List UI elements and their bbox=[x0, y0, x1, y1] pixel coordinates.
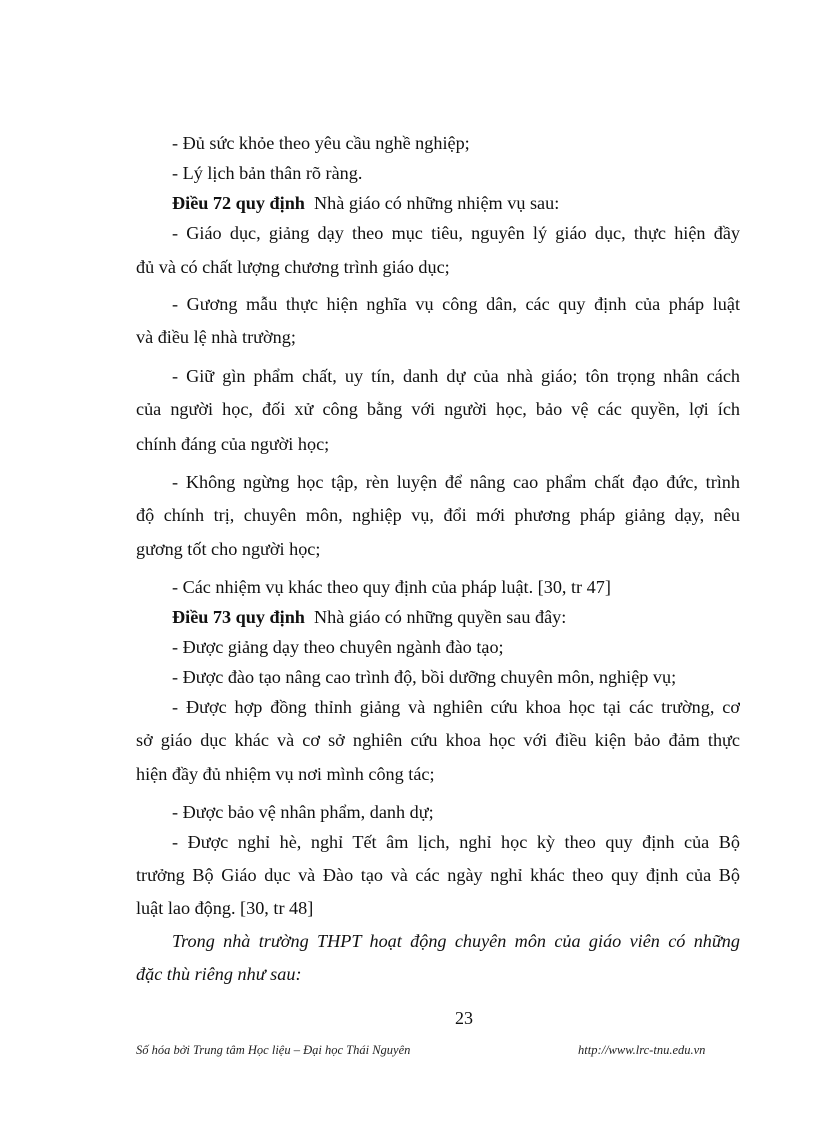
text-line: của người học, đối xử công bằng với người học, bảo vệ các quyền, lợi ích bbox=[136, 399, 740, 419]
article-73-text: Nhà giáo có những quyền sau đây: bbox=[314, 607, 567, 627]
text-line: chính đáng của người học; bbox=[136, 434, 330, 454]
text-line: - Đủ sức khỏe theo yêu cầu nghề nghiệp; bbox=[172, 133, 470, 153]
text-line: độ chính trị, chuyên môn, nghiệp vụ, đổi mới phương pháp giảng dạy, nêu bbox=[136, 505, 740, 525]
article-73-line bbox=[172, 606, 566, 628]
article-72-line bbox=[172, 192, 559, 214]
text-line: - Các nhiệm vụ khác theo quy định của pháp luật. [30, tr 47] bbox=[172, 577, 611, 597]
text-line: - Được bảo vệ nhân phẩm, danh dự; bbox=[172, 802, 434, 822]
text-line: - Được giảng dạy theo chuyên ngành đào tạo; bbox=[172, 637, 504, 657]
text-line: - Không ngừng học tập, rèn luyện để nâng cao phẩm chất đạo đức, trình bbox=[172, 472, 740, 492]
text-line: - Gương mẫu thực hiện nghĩa vụ công dân, các quy định của pháp luật bbox=[172, 294, 740, 314]
article-72-heading: Điều 72 quy định bbox=[172, 193, 305, 213]
text-line: - Được nghỉ hè, nghỉ Tết âm lịch, nghỉ học kỳ theo quy định của Bộ bbox=[172, 832, 740, 852]
text-line: gương tốt cho người học; bbox=[136, 539, 321, 559]
text-line: - Được đào tạo nâng cao trình độ, bồi dưỡng chuyên môn, nghiệp vụ; bbox=[172, 667, 677, 687]
text-line: hiện đầy đủ nhiệm vụ nơi mình công tác; bbox=[136, 764, 435, 784]
footer-credit: Số hóa bởi Trung tâm Học liệu – Đại học Thái Nguyên bbox=[136, 1043, 411, 1057]
article-72-text: Nhà giáo có những nhiệm vụ sau: bbox=[314, 193, 560, 213]
footer-url[interactable]: http://www.lrc-tnu.edu.vn bbox=[578, 1043, 706, 1057]
text-line: - Giữ gìn phẩm chất, uy tín, danh dự của nhà giáo; tôn trọng nhân cách bbox=[172, 366, 740, 386]
text-line: trưởng Bộ Giáo dục và Đào tạo và các ngày nghỉ khác theo quy định của Bộ bbox=[136, 865, 740, 885]
text-line: - Giáo dục, giảng dạy theo mục tiêu, nguyên lý giáo dục, thực hiện đầy bbox=[172, 223, 740, 243]
text-line: luật lao động. [30, tr 48] bbox=[136, 898, 314, 918]
text-line: sở giáo dục khác và cơ sở nghiên cứu khoa học với điều kiện bảo đảm thực bbox=[136, 730, 740, 750]
text-line: - Lý lịch bản thân rõ ràng. bbox=[172, 163, 363, 183]
article-73-heading: Điều 73 quy định bbox=[172, 607, 305, 627]
text-line: và điều lệ nhà trường; bbox=[136, 327, 296, 347]
italic-text-line: Trong nhà trường THPT hoạt động chuyên môn của giáo viên có những bbox=[172, 931, 740, 951]
text-line: - Được hợp đồng thỉnh giảng và nghiên cứu khoa học tại các trường, cơ bbox=[172, 697, 740, 717]
text-line: đủ và có chất lượng chương trình giáo dục; bbox=[136, 257, 450, 277]
page-number: 23 bbox=[455, 1008, 473, 1028]
italic-text-line: đặc thù riêng như sau: bbox=[136, 964, 302, 984]
